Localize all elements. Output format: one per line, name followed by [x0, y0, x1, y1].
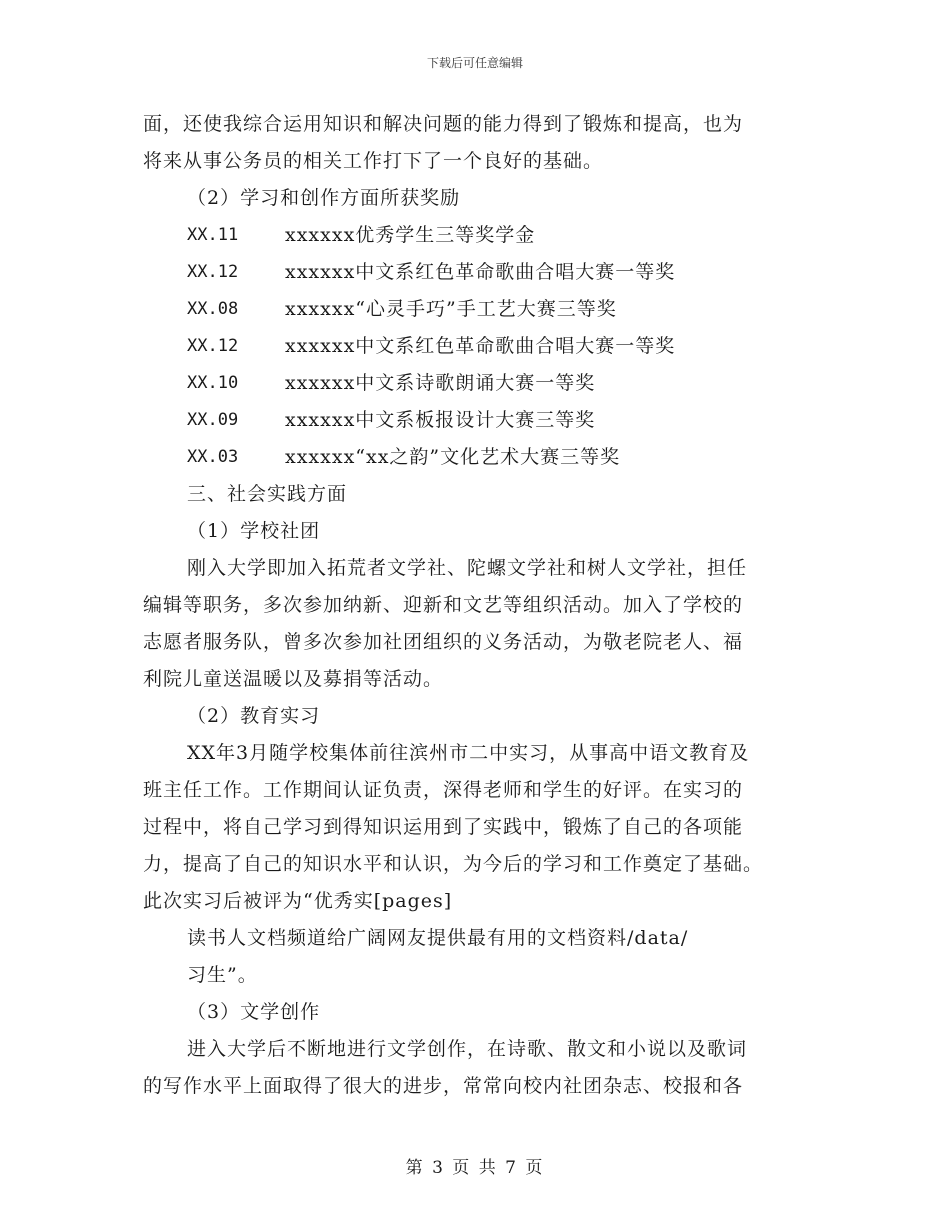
paragraph-line: 进入大学后不断地进行文学创作，在诗歌、散文和小说以及歌词: [187, 1038, 748, 1060]
writing-heading: （3）文学创作: [187, 1001, 321, 1023]
paragraph-line: 习生”。: [187, 964, 258, 986]
award-date: XX.03: [187, 447, 239, 467]
section-heading: 三、社会实践方面: [187, 483, 348, 505]
award-desc: xxxxxx“xx之韵”文化艺术大赛三等奖: [285, 446, 621, 468]
document-body: [143, 106, 815, 1105]
paragraph-line: 的写作水平上面取得了很大的进步，常常向校内社团杂志、校报和各: [143, 1075, 744, 1097]
paragraph-line: 利院儿童送温暖以及募捐等活动。: [143, 668, 444, 690]
award-item: [143, 217, 815, 254]
award-item: [143, 402, 815, 439]
club-heading: （1）学校社团: [187, 520, 321, 542]
page-footer: 第 3 页 共 7 页: [405, 1158, 545, 1178]
internship-heading: （2）教育实习: [187, 705, 321, 727]
award-item: [143, 291, 815, 328]
award-item: [143, 328, 815, 365]
paragraph-line: 班主任工作。工作期间认证负责，深得老师和学生的好评。在实习的: [143, 779, 744, 801]
paragraph-line: 编辑等职务，多次参加纳新、迎新和文艺等组织活动。加入了学校的: [143, 594, 744, 616]
award-desc: xxxxxx中文系红色革命歌曲合唱大赛一等奖: [285, 335, 676, 357]
award-desc: xxxxxx中文系红色革命歌曲合唱大赛一等奖: [285, 261, 676, 283]
award-date: XX.09: [187, 410, 239, 430]
paragraph-line: 面，还使我综合运用知识和解决问题的能力得到了锻炼和提高，也为: [143, 113, 744, 135]
award-date: XX.12: [187, 336, 239, 356]
award-date: XX.12: [187, 262, 239, 282]
awards-heading: （2）学习和创作方面所获奖励: [187, 187, 461, 209]
award-desc: xxxxxx“心灵手巧”手工艺大赛三等奖: [285, 298, 617, 320]
paragraph-line: 此次实习后被评为“优秀实[pages]: [143, 890, 453, 912]
page-header: 下载后可任意编辑: [426, 56, 523, 70]
award-desc: xxxxxx中文系诗歌朗诵大赛一等奖: [285, 372, 596, 394]
paragraph-line: 力，提高了自己的知识水平和认识，为今后的学习和工作奠定了基础。: [143, 853, 764, 875]
award-item: [143, 365, 815, 402]
award-date: XX.10: [187, 373, 239, 393]
paragraph-line: 志愿者服务队，曾多次参加社团组织的义务活动，为敬老院老人、福: [143, 631, 744, 653]
award-desc: xxxxxx中文系板报设计大赛三等奖: [285, 409, 596, 431]
award-item: [143, 254, 815, 291]
award-date: XX.11: [187, 225, 239, 245]
paragraph-line: 过程中，将自己学习到得知识运用到了实践中，锻炼了自己的各项能: [143, 816, 744, 838]
award-item: [143, 439, 815, 476]
paragraph-line: 刚入大学即加入拓荒者文学社、陀螺文学社和树人文学社，担任: [187, 557, 748, 579]
award-date: XX.08: [187, 299, 239, 319]
paragraph-line: XX年3月随学校集体前往滨州市二中实习，从事高中语文教育及: [187, 742, 750, 764]
paragraph-line: 将来从事公务员的相关工作打下了一个良好的基础。: [143, 150, 604, 172]
ad-line: 读书人文档频道给广阔网友提供最有用的文档资料/data/: [187, 927, 689, 949]
award-desc: xxxxxx优秀学生三等奖学金: [285, 224, 536, 246]
